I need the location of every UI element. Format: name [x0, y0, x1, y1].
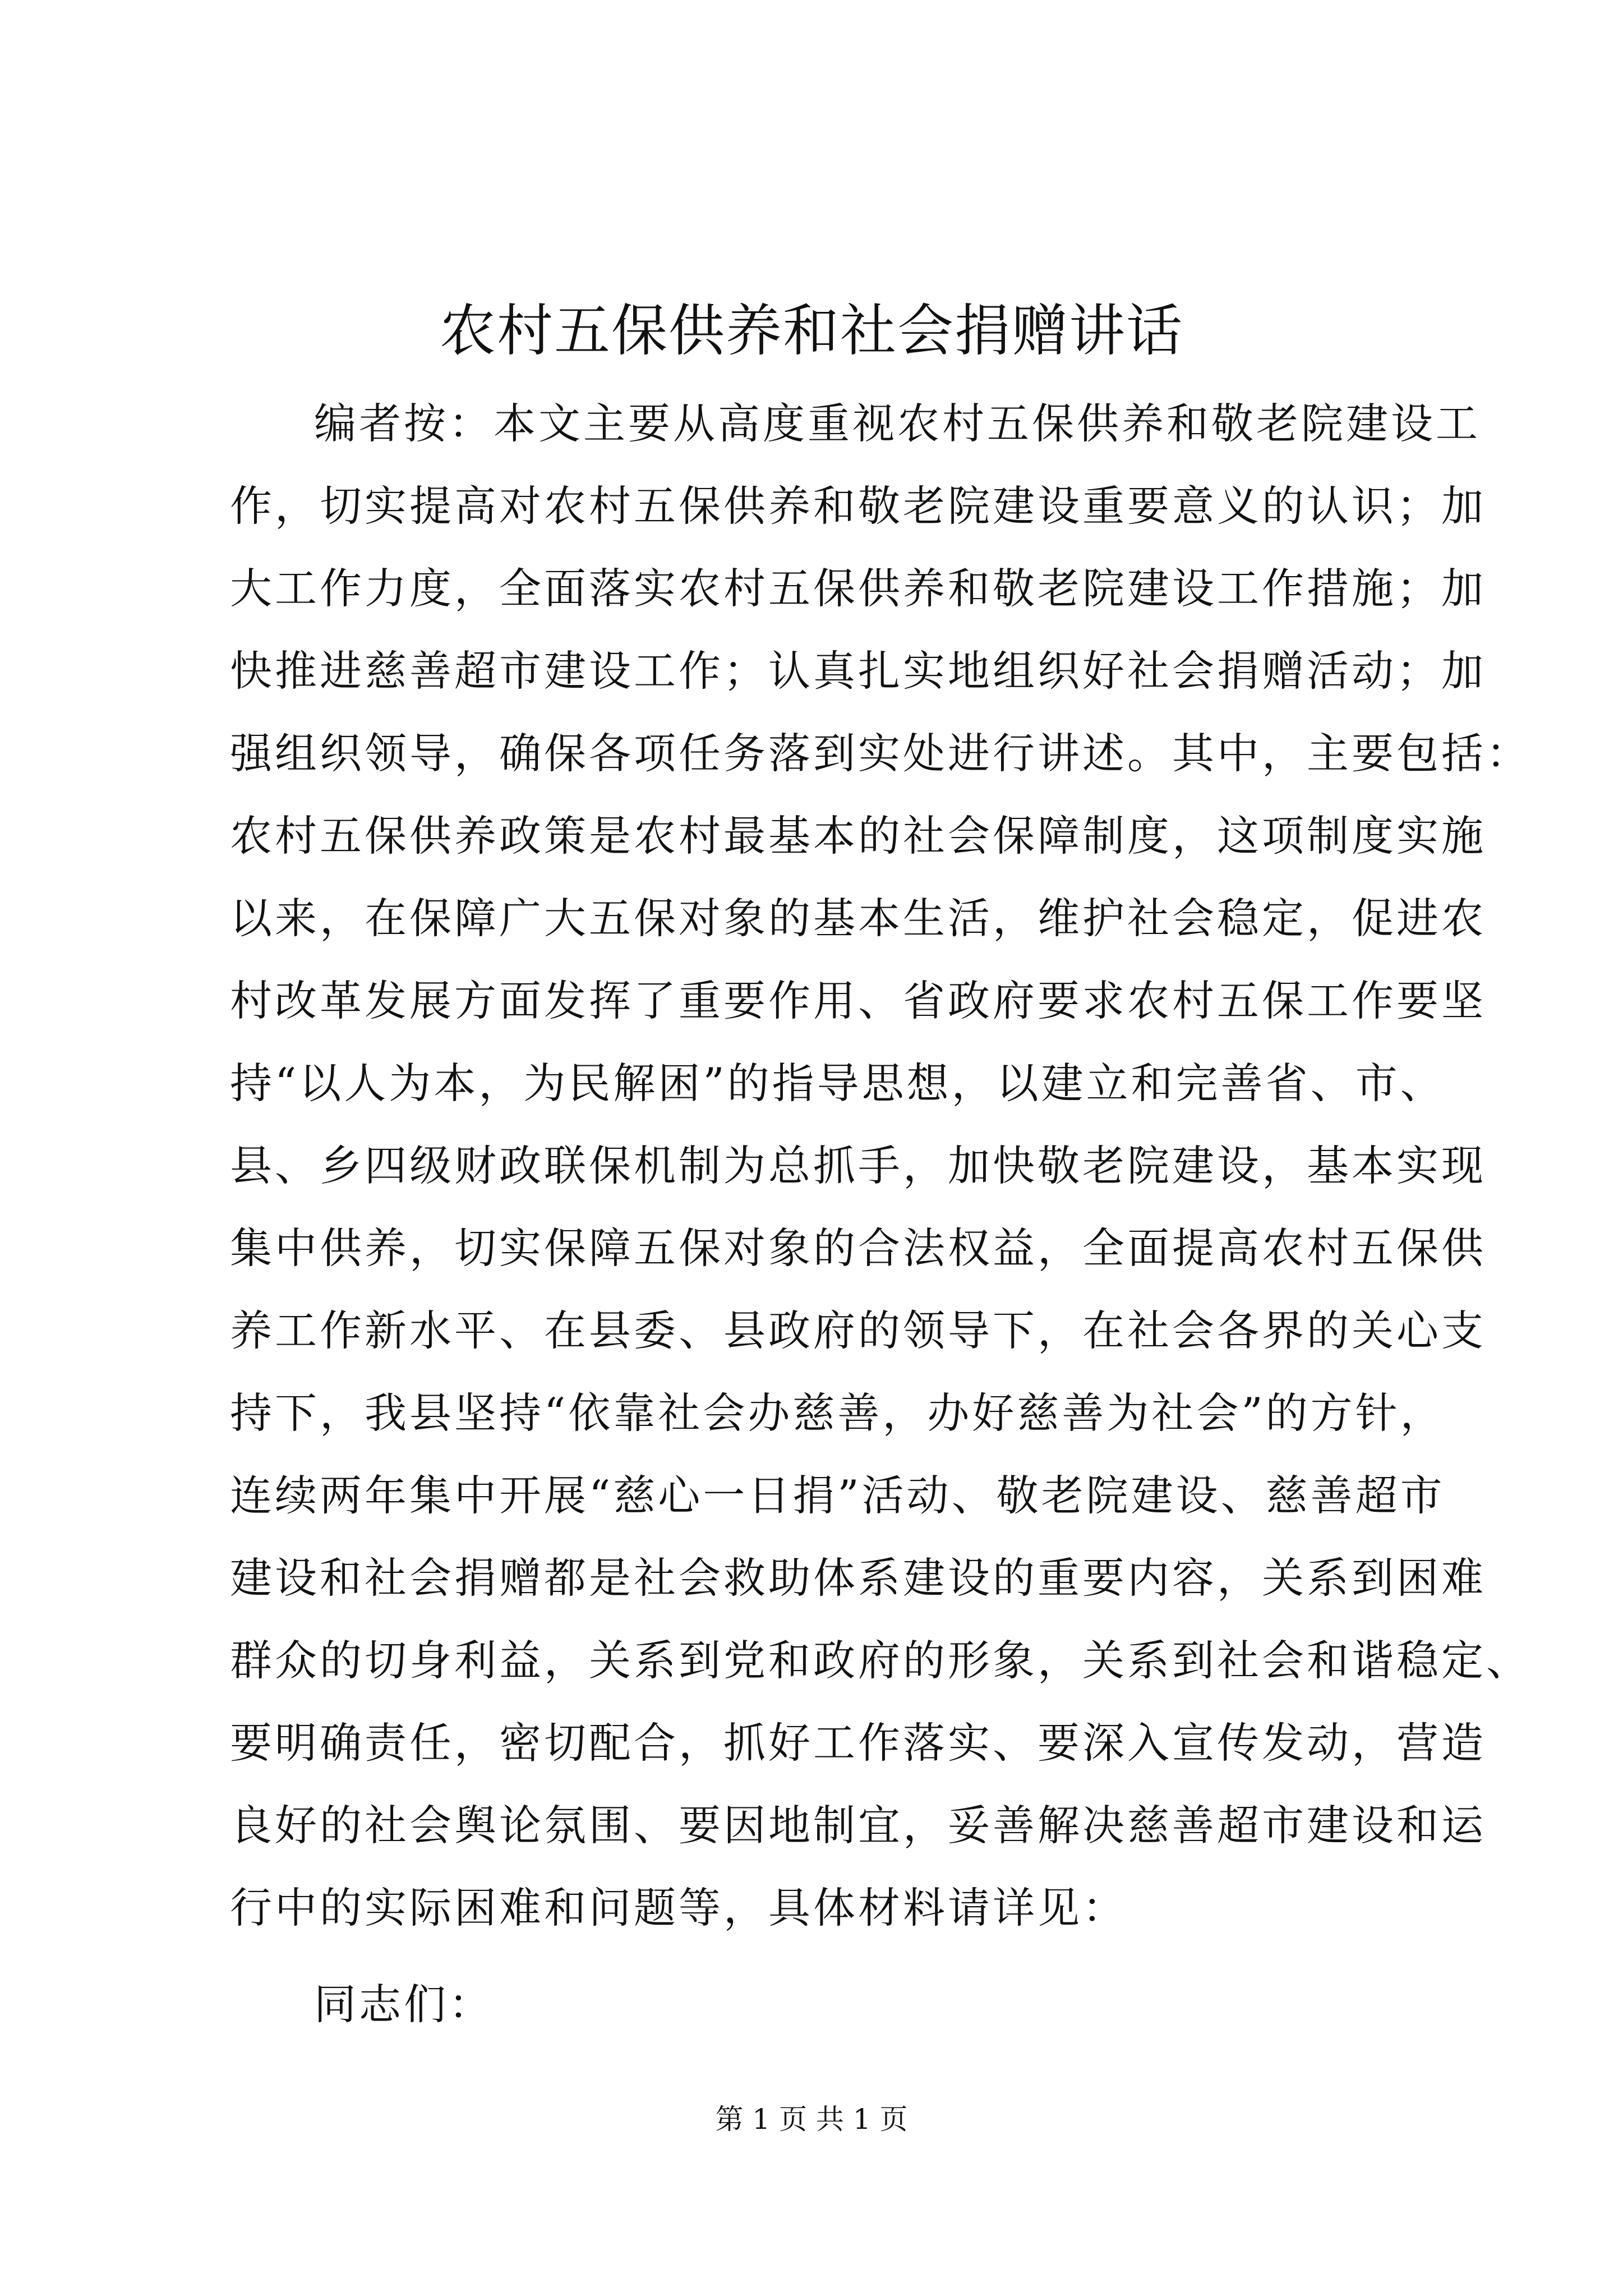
paragraph-line: 以来，在保障广大五保对象的基本生活，维护社会稳定，促进农 [230, 894, 1487, 943]
paragraph-line: 作，切实提高对农村五保供养和敬老院建设重要意义的认识；加 [230, 481, 1487, 531]
paragraph-line: 强组织领导，确保各项任务落到实处进行讲述。其中，主要包括： [230, 729, 1532, 778]
paragraph-line: 连续两年集中开展“慈心一日捐”活动、敬老院建设、慈善超市 [230, 1471, 1445, 1520]
paragraph-line: 集中供养，切实保障五保对象的合法权益，全面提高农村五保供 [230, 1223, 1487, 1273]
paragraph-line: 行中的实际困难和问题等，具体材料请详见： [230, 1883, 1128, 1932]
paragraph-line: 村改革发展方面发挥了重要作用、省政府要求农村五保工作要坚 [230, 976, 1487, 1025]
editor-note-paragraph [230, 383, 1532, 1949]
paragraph-line: 农村五保供养政策是农村最基本的社会保障制度，这项制度实施 [230, 811, 1487, 861]
paragraph-line: 县、乡四级财政联保机制为总抓手，加快敬老院建设，基本实现 [230, 1141, 1487, 1190]
paragraph-line: 持“以人为本，为民解困”的指导思想，以建立和完善省、市、 [230, 1059, 1445, 1108]
paragraph-line: 良好的社会舆论氛围、要因地制宜，妥善解决慈善超市建设和运 [230, 1801, 1487, 1850]
document-title: 农村五保供养和社会捐赠讲话 [440, 298, 1183, 364]
paragraph-line: 编者按：本文主要从高度重视农村五保供养和敬老院建设工 [314, 399, 1481, 448]
paragraph-line: 大工作力度，全面落实农村五保供养和敬老院建设工作措施；加 [230, 564, 1487, 613]
paragraph-line: 快推进慈善超市建设工作；认真扎实地组织好社会捐赠活动；加 [230, 646, 1487, 696]
paragraph-line: 群众的切身利益，关系到党和政府的形象，关系到社会和谐稳定、 [230, 1636, 1532, 1685]
paragraph-line: 持下，我县坚持“依靠社会办慈善，办好慈善为社会”的方针， [230, 1388, 1445, 1438]
paragraph-line: 养工作新水平、在县委、县政府的领导下，在社会各界的关心支 [230, 1306, 1487, 1355]
salutation: 同志们： [314, 1980, 494, 2029]
paragraph-line: 要明确责任，密切配合，抓好工作落实、要深入宣传发动，营造 [230, 1718, 1487, 1768]
paragraph-line: 建设和社会捐赠都是社会救助体系建设的重要内容，关系到困难 [230, 1553, 1487, 1603]
page-footer: 第 1 页 共 1 页 [715, 2103, 908, 2136]
